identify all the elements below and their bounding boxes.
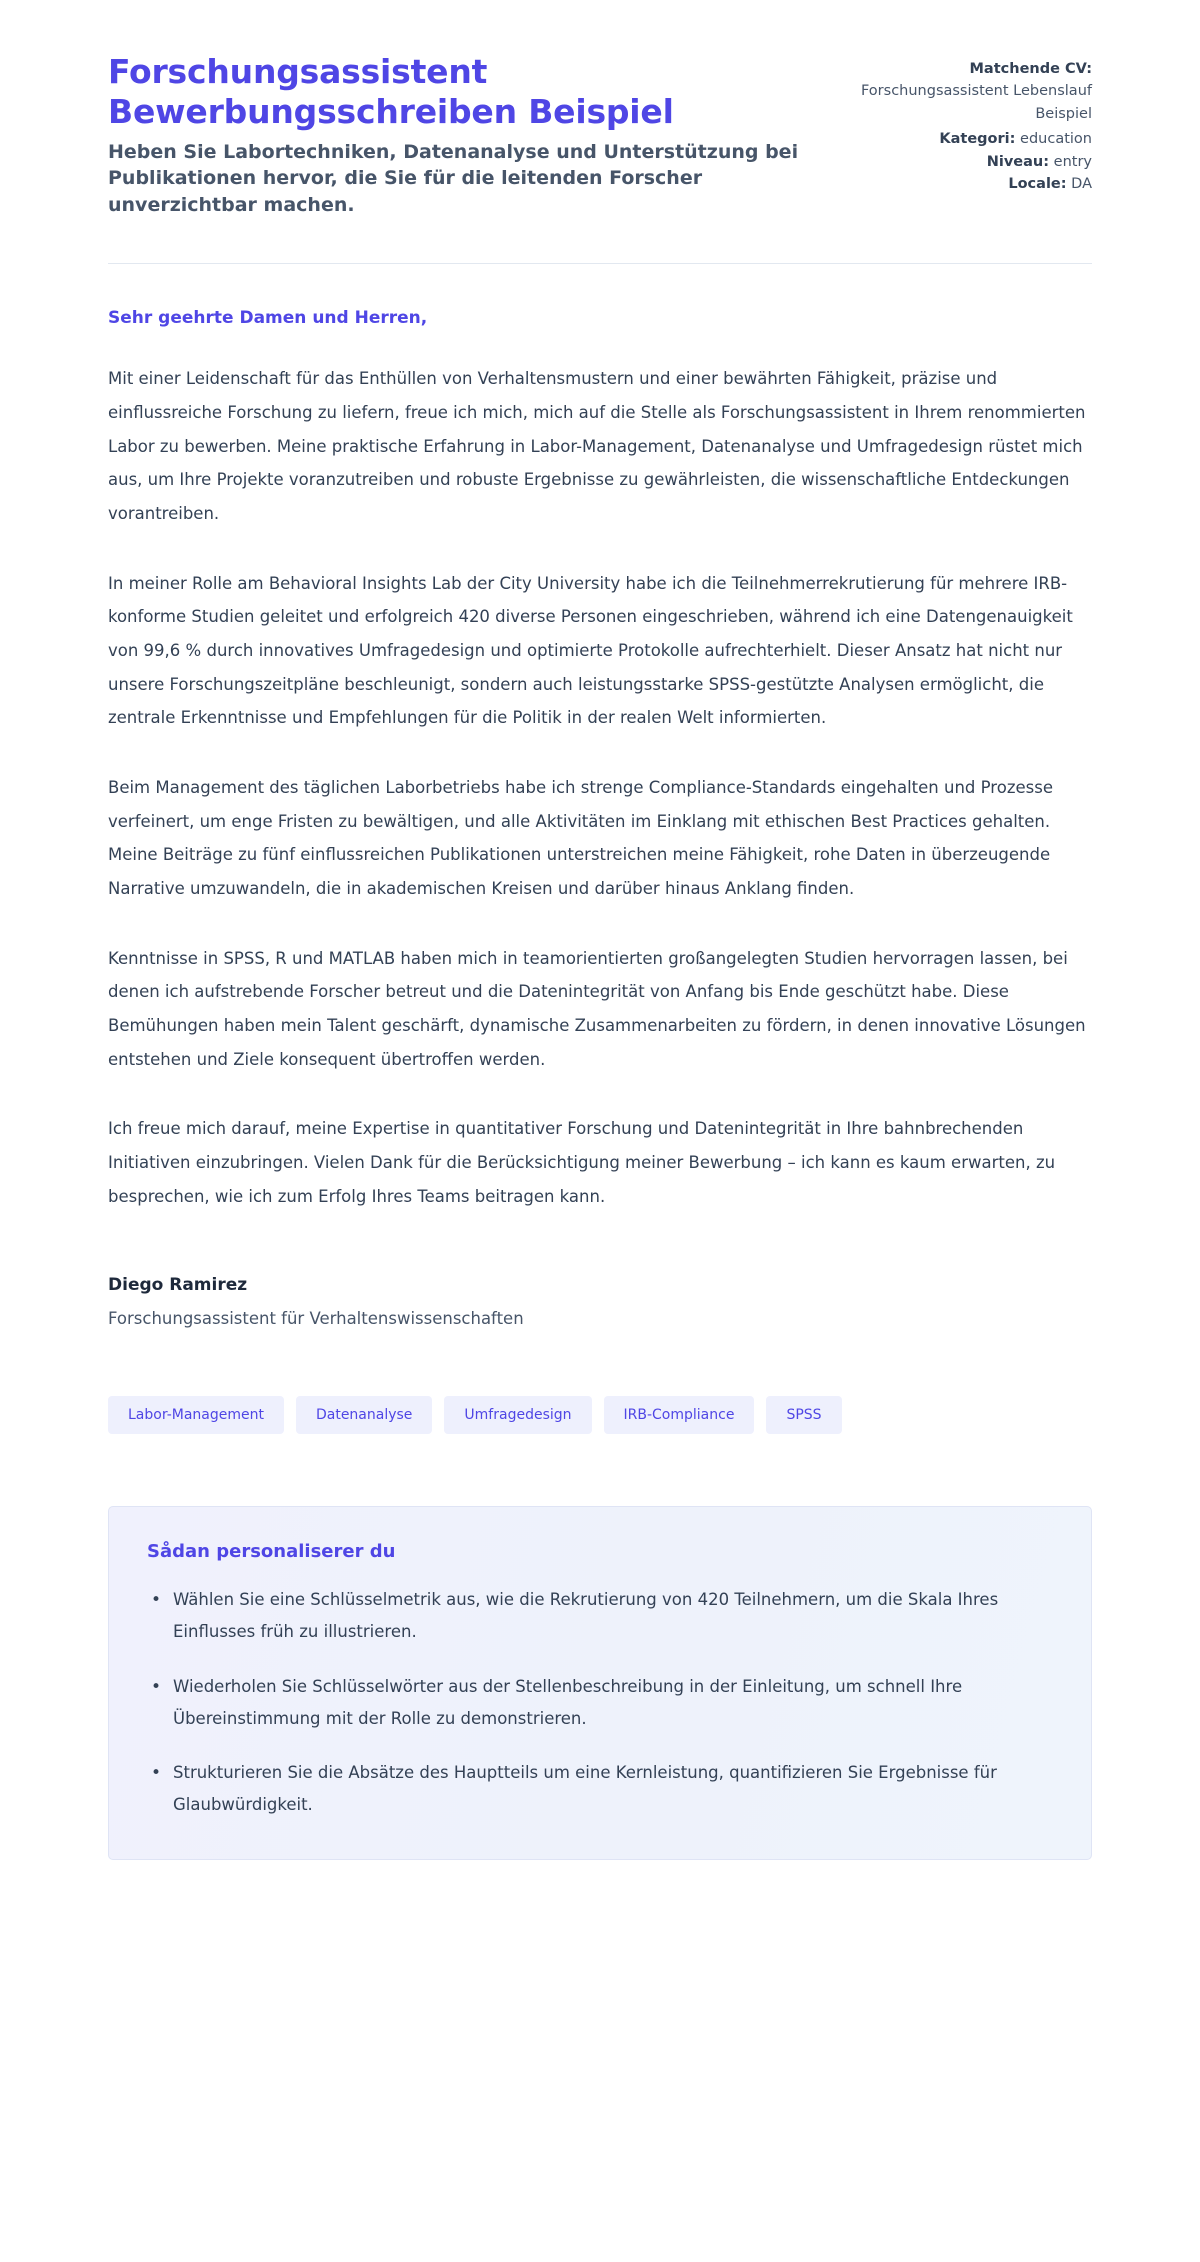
- meta-category-value: education: [1020, 131, 1092, 148]
- page-title: Forschungsassistent Bewerbungsschreiben Beispiel: [108, 52, 674, 132]
- signature-block: [108, 1275, 1092, 1328]
- letter-paragraph: In meiner Rolle am Behavioral Insights Lab der City University habe ich die Teilnehmerrekrutierung für mehrere IRB-konforme Studien geleitet und erfolgreich 420 diverse Personen eingeschrieben, während ich eine Datengenauigkeit von 99,6 % durch innovatives Umfragedesign und optimierte Protokolle aufrechterhielt. Dieser Ansatz hat nicht nur unsere Forschungszeitpläne beschleunigt, sondern auch leistungsstarke SPSS-gestützte Analysen ermöglicht, die zentrale Erkenntnisse und Empfehlungen für die Politik in der realen Welt informierten.: [108, 573, 1073, 728]
- meta-matching-cv: [857, 58, 1092, 125]
- signature-role: Forschungsassistent für Verhaltenswissenschaften: [108, 1309, 524, 1329]
- tips-list-item: • Wählen Sie eine Schlüsselmetrik aus, wie die Rekrutierung von 420 Teilnehmern, um die Skala Ihres Einflusses früh zu illustrieren.: [147, 1584, 1053, 1648]
- skill-tag[interactable]: IRB-Compliance: [604, 1396, 755, 1434]
- meta-locale-value: DA: [1071, 176, 1092, 193]
- skill-tag[interactable]: Umfragedesign: [444, 1396, 591, 1434]
- letter-paragraph: Beim Management des täglichen Laborbetriebs habe ich strenge Compliance-Standards eingehalten und Prozesse verfeinert, um enge Fristen zu bewältigen, und alle Aktivitäten im Einklang mit ethischen Best Practices gehalten. Meine Beiträge zu fünf einflussreichen Publikationen unterstreichen meine Fähigkeit, rohe Daten in überzeugende Narrative umzuwandeln, die in akademischen Kreisen und darüber hinaus Anklang finden.: [108, 777, 1053, 898]
- tips-list-item: • Wiederholen Sie Schlüsselwörter aus der Stellenbeschreibung in der Einleitung, um schnell Ihre Übereinstimmung mit der Rolle zu demonstrieren.: [147, 1671, 1053, 1735]
- header-title-group: [108, 52, 817, 219]
- meta-locale: [857, 173, 1092, 195]
- skill-tag[interactable]: Labor-Management: [108, 1396, 284, 1434]
- skill-tag-list: [108, 1396, 1092, 1434]
- meta-category-label: Kategori:: [939, 131, 1016, 148]
- meta-locale-label: Locale:: [1008, 176, 1067, 193]
- letter-paragraph: Mit einer Leidenschaft für das Enthüllen von Verhaltensmustern und einer bewährten Fähigkeit, präzise und einflussreiche Forschung zu liefern, freue ich mich, mich auf die Stelle als Forschungsassistent in Ihrem renommierten Labor zu bewerben. Meine praktische Erfahrung in Labor-Management, Datenanalyse und Umfragedesign rüstet mich aus, um Ihre Projekte voranzutreiben und robuste Ergebnisse zu gewährleisten, die wissenschaftliche Entdeckungen vorantreiben.: [108, 369, 1086, 524]
- letter-paragraph: Ich freue mich darauf, meine Expertise in quantitativer Forschung und Datenintegrität in Ihre bahnbrechenden Initiativen einzubringen. Vielen Dank für die Berücksichtigung meiner Bewerbung – ich kann es kaum erwarten, zu besprechen, wie ich zum Erfolg Ihres Teams beitragen kann.: [108, 1119, 1056, 1206]
- meta-level-value: entry: [1053, 153, 1092, 170]
- page-header: [108, 0, 1092, 219]
- letter-body: [108, 264, 1092, 1213]
- document-meta: [857, 52, 1092, 196]
- letter-salutation: Sehr geehrte Damen und Herren,: [108, 308, 428, 329]
- meta-level: [857, 151, 1092, 173]
- meta-category: [857, 128, 1092, 150]
- tips-title: Sådan personaliserer du: [147, 1541, 396, 1563]
- signature-name: Diego Ramirez: [108, 1275, 248, 1296]
- meta-matching-cv-label: Matchende CV:: [969, 61, 1092, 77]
- skill-tag[interactable]: Datenanalyse: [296, 1396, 432, 1434]
- personalization-tips-callout: [108, 1506, 1092, 1860]
- tips-list-item: • Strukturieren Sie die Absätze des Hauptteils um eine Kernleistung, quantifizieren Sie Ergebnisse für Glaubwürdigkeit.: [147, 1757, 1053, 1821]
- letter-paragraph: Kenntnisse in SPSS, R und MATLAB haben mich in teamorientierten großangelegten Studien hervorragen lassen, bei denen ich aufstrebende Forscher betreut und die Datenintegrität von Anfang bis Ende geschützt habe. Diese Bemühungen haben mein Talent geschärft, dynamische Zusammenarbeiten zu fördern, in denen innovative Lösungen entstehen und Ziele konsequent übertroffen werden.: [108, 948, 1086, 1069]
- tips-list: [147, 1584, 1053, 1821]
- skill-tag[interactable]: SPSS: [766, 1396, 841, 1434]
- meta-level-label: Niveau:: [986, 153, 1050, 170]
- page-subtitle: Heben Sie Labortechniken, Datenanalyse und Unterstützung bei Publikationen hervor, die Sie für die leitenden Forscher unverzichtbar machen.: [108, 140, 799, 217]
- meta-matching-cv-value: Forschungsassistent Lebenslauf Beispiel: [860, 83, 1092, 122]
